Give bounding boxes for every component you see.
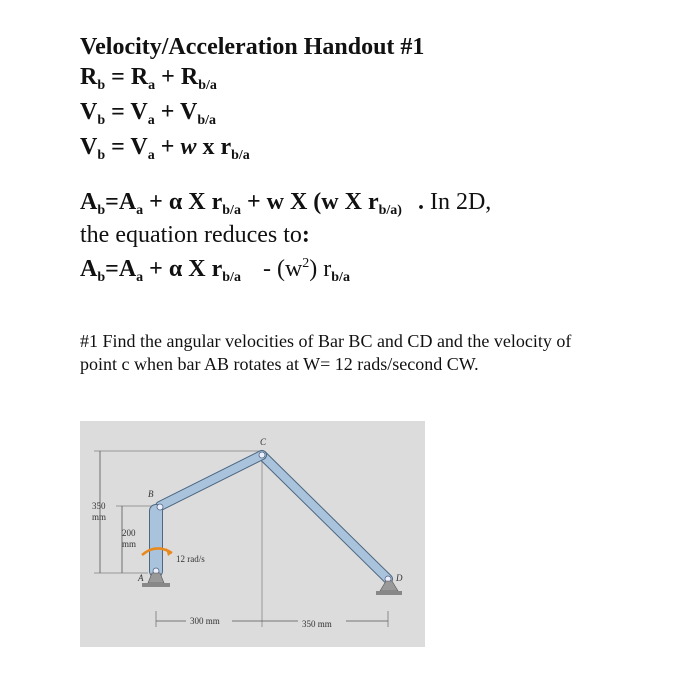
eq-sub: b/a [231, 148, 250, 163]
omega-label: 12 rad/s [176, 554, 205, 564]
title-text: Velocity/Acceleration Handout #1 [80, 34, 425, 60]
eq-term: x [202, 134, 215, 160]
eq-note: In 2D, [429, 189, 492, 215]
eq-sign: + [161, 64, 175, 90]
eq-term: α [168, 256, 183, 282]
eq-term: w X (w X r [266, 189, 379, 215]
linkage-figure [80, 421, 425, 647]
ground-d [376, 591, 402, 595]
dim-350-label: 350 [92, 501, 106, 511]
eq-term: R [180, 64, 199, 90]
dim-350h-label: 350 mm [302, 619, 332, 629]
eq-sub: b/a [222, 270, 241, 285]
eq-sub: b [97, 148, 106, 163]
eq-sign: + [160, 134, 175, 160]
reduces-line [80, 220, 310, 250]
eq-sign: = [105, 256, 119, 282]
eq-term: V [80, 134, 98, 160]
eq-term: ) r [309, 256, 332, 282]
eq-sub: b/a [222, 203, 241, 218]
pin-c [259, 452, 265, 458]
velocity-equation-2 [80, 132, 250, 162]
eq-term: - (w [262, 256, 303, 282]
label-a: A [138, 573, 144, 583]
eq-sub: b [97, 203, 106, 218]
eq-sub: b [97, 78, 106, 93]
eq-term: w [180, 134, 197, 160]
eq-sup: 2 [302, 256, 310, 271]
dim-200-label: 200 [122, 528, 136, 538]
eq-sub: a [136, 203, 144, 218]
eq-term: X [188, 189, 206, 215]
acceleration-equation [80, 187, 491, 217]
eq-dot: . [417, 189, 424, 215]
eq-sub: a [136, 270, 144, 285]
eq-term: A [118, 189, 137, 215]
reduces-text: the equation reduces to [80, 222, 302, 248]
eq-term: A [80, 189, 98, 215]
eq-term: R [80, 64, 98, 90]
problem-statement [80, 330, 590, 376]
eq-sub: b/a [198, 78, 217, 93]
eq-term: V [80, 99, 98, 125]
ground-a [142, 583, 170, 587]
reduces-colon: : [301, 222, 310, 248]
eq-sign: = [111, 134, 125, 160]
eq-term: X [188, 256, 206, 282]
eq-sub: a [147, 113, 155, 128]
eq-sub: b/a) [378, 203, 402, 218]
position-equation [80, 62, 217, 92]
eq-term: V [130, 99, 148, 125]
label-b: B [148, 489, 154, 499]
linkage-diagram [80, 421, 425, 647]
eq-sign: + [160, 99, 175, 125]
label-c: C [260, 437, 267, 447]
dim-300-label: 300 mm [190, 616, 220, 626]
eq-sign: + [149, 256, 163, 282]
eq-term: V [130, 134, 148, 160]
dim-200-unit: mm [122, 539, 137, 549]
page-title [80, 32, 424, 62]
eq-term: r [220, 134, 232, 160]
eq-sub: b/a [331, 270, 350, 285]
eq-sub: a [147, 148, 155, 163]
acceleration-2d-equation [80, 254, 350, 284]
eq-sub: a [148, 78, 156, 93]
eq-sub: b [97, 270, 106, 285]
eq-term: A [80, 256, 98, 282]
dim-350-unit: mm [92, 512, 107, 522]
label-d: D [396, 573, 403, 583]
eq-term: α [168, 189, 183, 215]
eq-sign: + [246, 189, 261, 215]
problem-text: #1 Find the angular velocities of Bar BC and CD and the velocity of point c when bar AB rotates at W= 12 rads/second CW. [80, 331, 572, 374]
eq-term: r [211, 256, 223, 282]
eq-sign: = [111, 64, 125, 90]
eq-term: V [180, 99, 198, 125]
eq-sign: = [105, 189, 119, 215]
pin-b [157, 504, 163, 510]
eq-term: r [211, 189, 223, 215]
eq-sign: = [111, 99, 125, 125]
eq-term: A [118, 256, 137, 282]
eq-sub: b [97, 113, 106, 128]
eq-term: R [130, 64, 149, 90]
eq-sign: + [149, 189, 163, 215]
velocity-equation-1 [80, 97, 216, 127]
eq-sub: b/a [197, 113, 217, 128]
